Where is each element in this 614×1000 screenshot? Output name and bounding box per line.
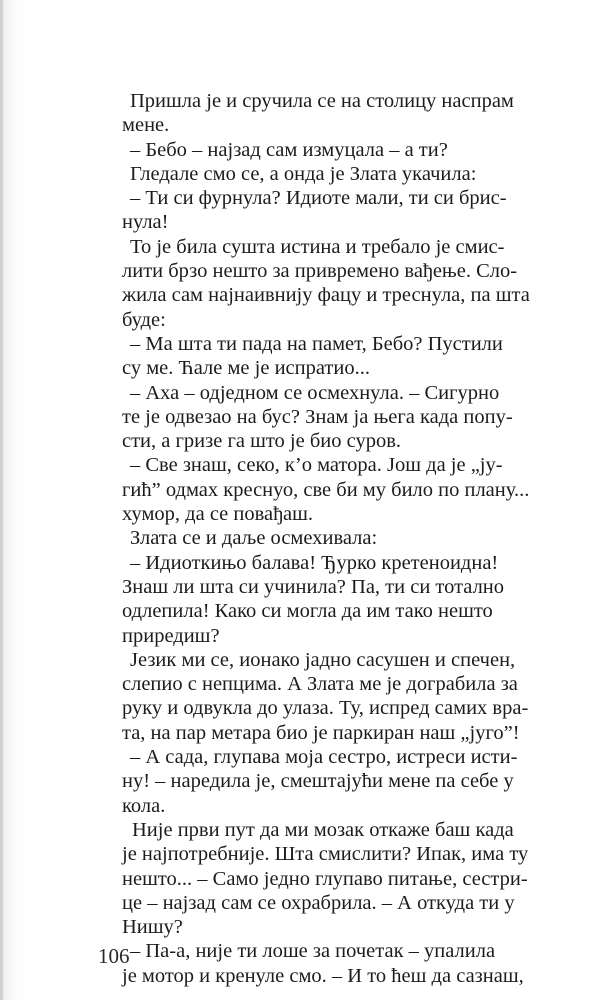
text-line: хумор, да се повађаш. (122, 503, 314, 526)
text-line: Злата се и даље осмехивала: (130, 527, 378, 550)
text-line: Није први пут да ми мозак откаже баш када (132, 818, 514, 841)
text-line: це – најзад сам се охрабрила. – А откуда ти у (122, 891, 515, 914)
text-line: приредиш? (122, 624, 220, 647)
text-line: је мотор и кренуле смо. – И то ћеш да сазнаш, (122, 964, 524, 987)
page-spine-edge (0, 0, 3, 1000)
body-text (122, 89, 562, 988)
text-line: буде: (122, 308, 166, 331)
text-line: сти, а гризе га што је био суров. (122, 430, 402, 453)
text-line: Језик ми се, ионако јадно сасушен и спечен, (130, 648, 516, 671)
text-line: гић” одмах креснуо, све би му било по плану... (122, 478, 530, 501)
text-line: Гледале смо се, а онда је Злата укачила: (130, 162, 477, 185)
text-line: – Ма шта ти пада на памет, Бебо? Пустили (130, 332, 503, 355)
text-line: нешто... – Само једно глупаво питање, сестри- (122, 867, 528, 890)
text-line: лити брзо нешто за привремено вађење. Сло- (122, 260, 518, 283)
text-line: кола. (122, 794, 166, 817)
text-line: Знаш ли шта си учинила? Па, ти си тотално (122, 575, 505, 598)
text-line: жила сам најнаивнију фацу и треснула, па шта (122, 284, 530, 307)
text-line: је најпотребније. Шта смислити? Ипак, има ту (122, 843, 529, 866)
page-number: 106 (98, 944, 130, 968)
text-line: ну! – наредила је, смештајући мене па себе у (122, 770, 514, 793)
text-line: – А сада, глупава моја сестро, истреси исти- (130, 746, 518, 769)
text-line: руку и одвукла до улаза. Ту, испред самих вра- (122, 697, 529, 720)
text-line: – Ти си фурнула? Идиоте мали, ти си брис- (130, 187, 507, 210)
text-line: нула! (122, 211, 169, 234)
text-line: – Идиоткињо балава! Ђурко кретеноидна! (130, 551, 499, 574)
text-line: одлепила! Како си могла да им тако нешто (122, 600, 493, 623)
text-line: – Све знаш, секо, к’о матора. Још да је „ју- (130, 454, 503, 477)
text-line: Пришла је и сручила се на столицу наспрам (130, 90, 514, 112)
text-line: та, на пар метара био је паркиран наш „југо”! (122, 721, 520, 744)
text-line: су ме. Ћале ме је испратио... (122, 357, 370, 380)
text-line: То је била сушта истина и требало је смис- (130, 235, 505, 258)
text-line: – Бебо – најзад сам измуцала – а ти? (130, 138, 448, 161)
text-line: – Па-а, није ти лоше за почетак – упалила (130, 940, 496, 963)
text-line: – Аха – одједном се осмехнула. – Сигурно (130, 381, 500, 404)
text-line: те је одвезао на бус? Знам ја њега када попу- (122, 405, 513, 428)
text-line: слепио с непцима. А Злата ме је дограбила за (122, 673, 518, 696)
text-line: мене. (122, 114, 170, 137)
text-line: Нишу? (122, 916, 183, 939)
